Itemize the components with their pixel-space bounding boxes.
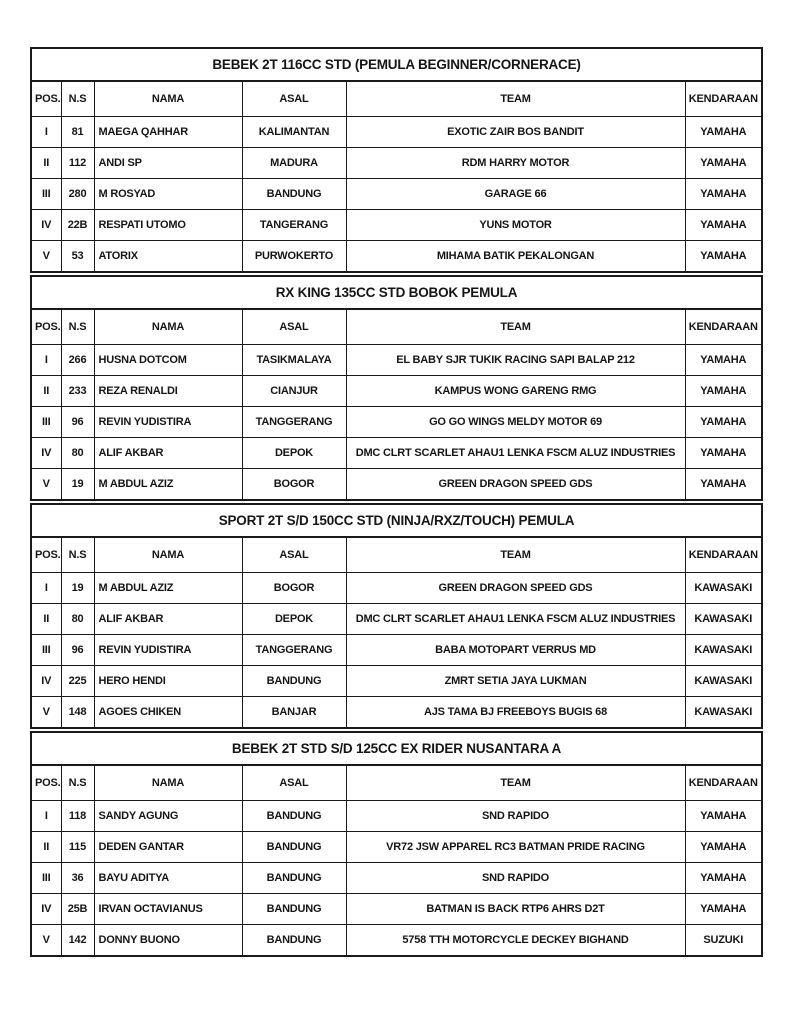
col-header-origin: ASAL <box>242 309 346 345</box>
cell-team: 5758 TTH MOTORCYCLE DECKEY BIGHAND <box>346 925 685 957</box>
cell-vehicle: SUZUKI <box>685 925 762 957</box>
table-row <box>31 697 762 729</box>
cell-origin: CIANJUR <box>242 376 346 407</box>
cell-origin: MADURA <box>242 148 346 179</box>
table-body <box>31 345 762 501</box>
cell-vehicle: KAWASAKI <box>685 666 762 697</box>
cell-vehicle: YAMAHA <box>685 801 762 832</box>
cell-team: GREEN DRAGON SPEED GDS <box>346 573 685 604</box>
cell-rider-name: M ABDUL AZIZ <box>94 573 242 604</box>
race-results-table <box>30 47 763 273</box>
table-row <box>31 801 762 832</box>
race-results-table <box>30 275 763 501</box>
col-header-vehicle: KENDARAAN <box>685 309 762 345</box>
cell-start-number: 19 <box>61 469 94 501</box>
cell-start-number: 148 <box>61 697 94 729</box>
cell-origin: BANJAR <box>242 697 346 729</box>
table-row <box>31 832 762 863</box>
col-header-name: NAMA <box>94 537 242 573</box>
cell-team: SND RAPIDO <box>346 801 685 832</box>
cell-start-number: 53 <box>61 241 94 273</box>
table-row <box>31 635 762 666</box>
cell-position: III <box>31 407 61 438</box>
col-header-origin: ASAL <box>242 765 346 801</box>
col-header-vehicle: KENDARAAN <box>685 81 762 117</box>
cell-vehicle: YAMAHA <box>685 438 762 469</box>
tables-container <box>30 47 761 957</box>
cell-team: KAMPUS WONG GARENG RMG <box>346 376 685 407</box>
cell-origin: DEPOK <box>242 604 346 635</box>
cell-start-number: 142 <box>61 925 94 957</box>
cell-origin: TANGGERANG <box>242 407 346 438</box>
cell-position: II <box>31 604 61 635</box>
col-header-start-number: N.S <box>61 309 94 345</box>
cell-rider-name: ALIF AKBAR <box>94 438 242 469</box>
col-header-team: TEAM <box>346 81 685 117</box>
table-body <box>31 117 762 273</box>
col-header-team: TEAM <box>346 537 685 573</box>
col-header-start-number: N.S <box>61 81 94 117</box>
table-row <box>31 179 762 210</box>
col-header-name: NAMA <box>94 765 242 801</box>
table-row <box>31 925 762 957</box>
cell-team: AJS TAMA BJ FREEBOYS BUGIS 68 <box>346 697 685 729</box>
cell-position: I <box>31 345 61 376</box>
cell-origin: BANDUNG <box>242 894 346 925</box>
cell-team: YUNS MOTOR <box>346 210 685 241</box>
cell-vehicle: YAMAHA <box>685 117 762 148</box>
cell-origin: TANGGERANG <box>242 635 346 666</box>
cell-position: V <box>31 697 61 729</box>
cell-origin: PURWOKERTO <box>242 241 346 273</box>
cell-origin: BOGOR <box>242 469 346 501</box>
cell-vehicle: YAMAHA <box>685 241 762 273</box>
table-row <box>31 469 762 501</box>
cell-team: EL BABY SJR TUKIK RACING SAPI BALAP 212 <box>346 345 685 376</box>
cell-position: V <box>31 925 61 957</box>
cell-rider-name: M ROSYAD <box>94 179 242 210</box>
cell-team: EXOTIC ZAIR BOS BANDIT <box>346 117 685 148</box>
cell-start-number: 80 <box>61 604 94 635</box>
cell-position: III <box>31 179 61 210</box>
cell-team: GARAGE 66 <box>346 179 685 210</box>
cell-position: IV <box>31 210 61 241</box>
cell-vehicle: YAMAHA <box>685 407 762 438</box>
cell-rider-name: ANDI SP <box>94 148 242 179</box>
cell-vehicle: KAWASAKI <box>685 604 762 635</box>
cell-start-number: 115 <box>61 832 94 863</box>
cell-rider-name: MAEGA QAHHAR <box>94 117 242 148</box>
cell-rider-name: M ABDUL AZIZ <box>94 469 242 501</box>
cell-position: IV <box>31 666 61 697</box>
table-row <box>31 863 762 894</box>
cell-position: III <box>31 635 61 666</box>
cell-team: DMC CLRT SCARLET AHAU1 LENKA FSCM ALUZ INDUSTRIES <box>346 438 685 469</box>
table-body <box>31 573 762 729</box>
cell-team: VR72 JSW APPAREL RC3 BATMAN PRIDE RACING <box>346 832 685 863</box>
cell-origin: TASIKMALAYA <box>242 345 346 376</box>
col-header-position: POS. <box>31 765 61 801</box>
race-class-title: RX KING 135CC STD BOBOK PEMULA <box>31 276 762 309</box>
cell-start-number: 225 <box>61 666 94 697</box>
table-header-row <box>31 309 762 345</box>
table-body <box>31 801 762 957</box>
cell-rider-name: ATORIX <box>94 241 242 273</box>
col-header-name: NAMA <box>94 81 242 117</box>
cell-team: SND RAPIDO <box>346 863 685 894</box>
table-row <box>31 573 762 604</box>
cell-position: IV <box>31 894 61 925</box>
race-class-title-row <box>31 48 762 81</box>
cell-rider-name: REVIN YUDISTIRA <box>94 635 242 666</box>
cell-team: BATMAN IS BACK RTP6 AHRS D2T <box>346 894 685 925</box>
cell-rider-name: ALIF AKBAR <box>94 604 242 635</box>
cell-team: DMC CLRT SCARLET AHAU1 LENKA FSCM ALUZ INDUSTRIES <box>346 604 685 635</box>
col-header-team: TEAM <box>346 309 685 345</box>
cell-rider-name: HUSNA DOTCOM <box>94 345 242 376</box>
race-class-title-row <box>31 504 762 537</box>
cell-vehicle: KAWASAKI <box>685 697 762 729</box>
cell-team: RDM HARRY MOTOR <box>346 148 685 179</box>
col-header-vehicle: KENDARAAN <box>685 537 762 573</box>
race-results-table <box>30 503 763 729</box>
cell-position: IV <box>31 438 61 469</box>
cell-vehicle: YAMAHA <box>685 894 762 925</box>
cell-position: I <box>31 117 61 148</box>
col-header-vehicle: KENDARAAN <box>685 765 762 801</box>
cell-start-number: 112 <box>61 148 94 179</box>
cell-team: GREEN DRAGON SPEED GDS <box>346 469 685 501</box>
cell-team: BABA MOTOPART VERRUS MD <box>346 635 685 666</box>
table-row <box>31 604 762 635</box>
table-row <box>31 210 762 241</box>
race-results-table <box>30 731 763 957</box>
cell-start-number: 233 <box>61 376 94 407</box>
cell-rider-name: REZA RENALDI <box>94 376 242 407</box>
cell-origin: BANDUNG <box>242 666 346 697</box>
table-row <box>31 148 762 179</box>
table-header-row <box>31 81 762 117</box>
race-class-title-row <box>31 276 762 309</box>
table-header-row <box>31 537 762 573</box>
table-row <box>31 407 762 438</box>
cell-position: II <box>31 832 61 863</box>
cell-position: I <box>31 801 61 832</box>
race-class-title-row <box>31 732 762 765</box>
cell-origin: BANDUNG <box>242 863 346 894</box>
col-header-start-number: N.S <box>61 765 94 801</box>
cell-origin: TANGERANG <box>242 210 346 241</box>
cell-start-number: 36 <box>61 863 94 894</box>
table-row <box>31 438 762 469</box>
cell-vehicle: YAMAHA <box>685 148 762 179</box>
cell-rider-name: RESPATI UTOMO <box>94 210 242 241</box>
cell-rider-name: DEDEN GANTAR <box>94 832 242 863</box>
table-row <box>31 241 762 273</box>
col-header-origin: ASAL <box>242 81 346 117</box>
cell-rider-name: SANDY AGUNG <box>94 801 242 832</box>
cell-team: GO GO WINGS MELDY MOTOR 69 <box>346 407 685 438</box>
table-row <box>31 345 762 376</box>
cell-origin: BANDUNG <box>242 179 346 210</box>
cell-position: V <box>31 241 61 273</box>
cell-start-number: 81 <box>61 117 94 148</box>
cell-rider-name: DONNY BUONO <box>94 925 242 957</box>
cell-vehicle: YAMAHA <box>685 863 762 894</box>
col-header-team: TEAM <box>346 765 685 801</box>
table-row <box>31 117 762 148</box>
cell-rider-name: BAYU ADITYA <box>94 863 242 894</box>
cell-position: I <box>31 573 61 604</box>
cell-origin: KALIMANTAN <box>242 117 346 148</box>
cell-vehicle: YAMAHA <box>685 376 762 407</box>
col-header-name: NAMA <box>94 309 242 345</box>
cell-start-number: 22B <box>61 210 94 241</box>
cell-position: III <box>31 863 61 894</box>
col-header-position: POS. <box>31 309 61 345</box>
col-header-start-number: N.S <box>61 537 94 573</box>
cell-start-number: 19 <box>61 573 94 604</box>
cell-vehicle: YAMAHA <box>685 345 762 376</box>
race-class-title: BEBEK 2T STD S/D 125CC EX RIDER NUSANTARA A <box>31 732 762 765</box>
cell-start-number: 96 <box>61 635 94 666</box>
cell-position: II <box>31 376 61 407</box>
cell-origin: BANDUNG <box>242 832 346 863</box>
cell-origin: BANDUNG <box>242 801 346 832</box>
col-header-position: POS. <box>31 81 61 117</box>
cell-vehicle: YAMAHA <box>685 832 762 863</box>
cell-start-number: 80 <box>61 438 94 469</box>
cell-rider-name: IRVAN OCTAVIANUS <box>94 894 242 925</box>
cell-vehicle: YAMAHA <box>685 469 762 501</box>
cell-vehicle: YAMAHA <box>685 179 762 210</box>
cell-start-number: 266 <box>61 345 94 376</box>
cell-start-number: 25B <box>61 894 94 925</box>
race-class-title: SPORT 2T S/D 150CC STD (NINJA/RXZ/TOUCH) PEMULA <box>31 504 762 537</box>
cell-origin: DEPOK <box>242 438 346 469</box>
table-row <box>31 376 762 407</box>
cell-team: MIHAMA BATIK PEKALONGAN <box>346 241 685 273</box>
cell-origin: BOGOR <box>242 573 346 604</box>
table-row <box>31 666 762 697</box>
cell-rider-name: HERO HENDI <box>94 666 242 697</box>
cell-vehicle: KAWASAKI <box>685 635 762 666</box>
cell-position: V <box>31 469 61 501</box>
cell-position: II <box>31 148 61 179</box>
cell-start-number: 96 <box>61 407 94 438</box>
cell-vehicle: YAMAHA <box>685 210 762 241</box>
col-header-position: POS. <box>31 537 61 573</box>
cell-rider-name: REVIN YUDISTIRA <box>94 407 242 438</box>
cell-team: ZMRT SETIA JAYA LUKMAN <box>346 666 685 697</box>
table-header-row <box>31 765 762 801</box>
cell-start-number: 118 <box>61 801 94 832</box>
cell-rider-name: AGOES CHIKEN <box>94 697 242 729</box>
race-class-title: BEBEK 2T 116CC STD (PEMULA BEGINNER/CORNERACE) <box>31 48 762 81</box>
table-row <box>31 894 762 925</box>
cell-origin: BANDUNG <box>242 925 346 957</box>
col-header-origin: ASAL <box>242 537 346 573</box>
cell-start-number: 280 <box>61 179 94 210</box>
cell-vehicle: KAWASAKI <box>685 573 762 604</box>
